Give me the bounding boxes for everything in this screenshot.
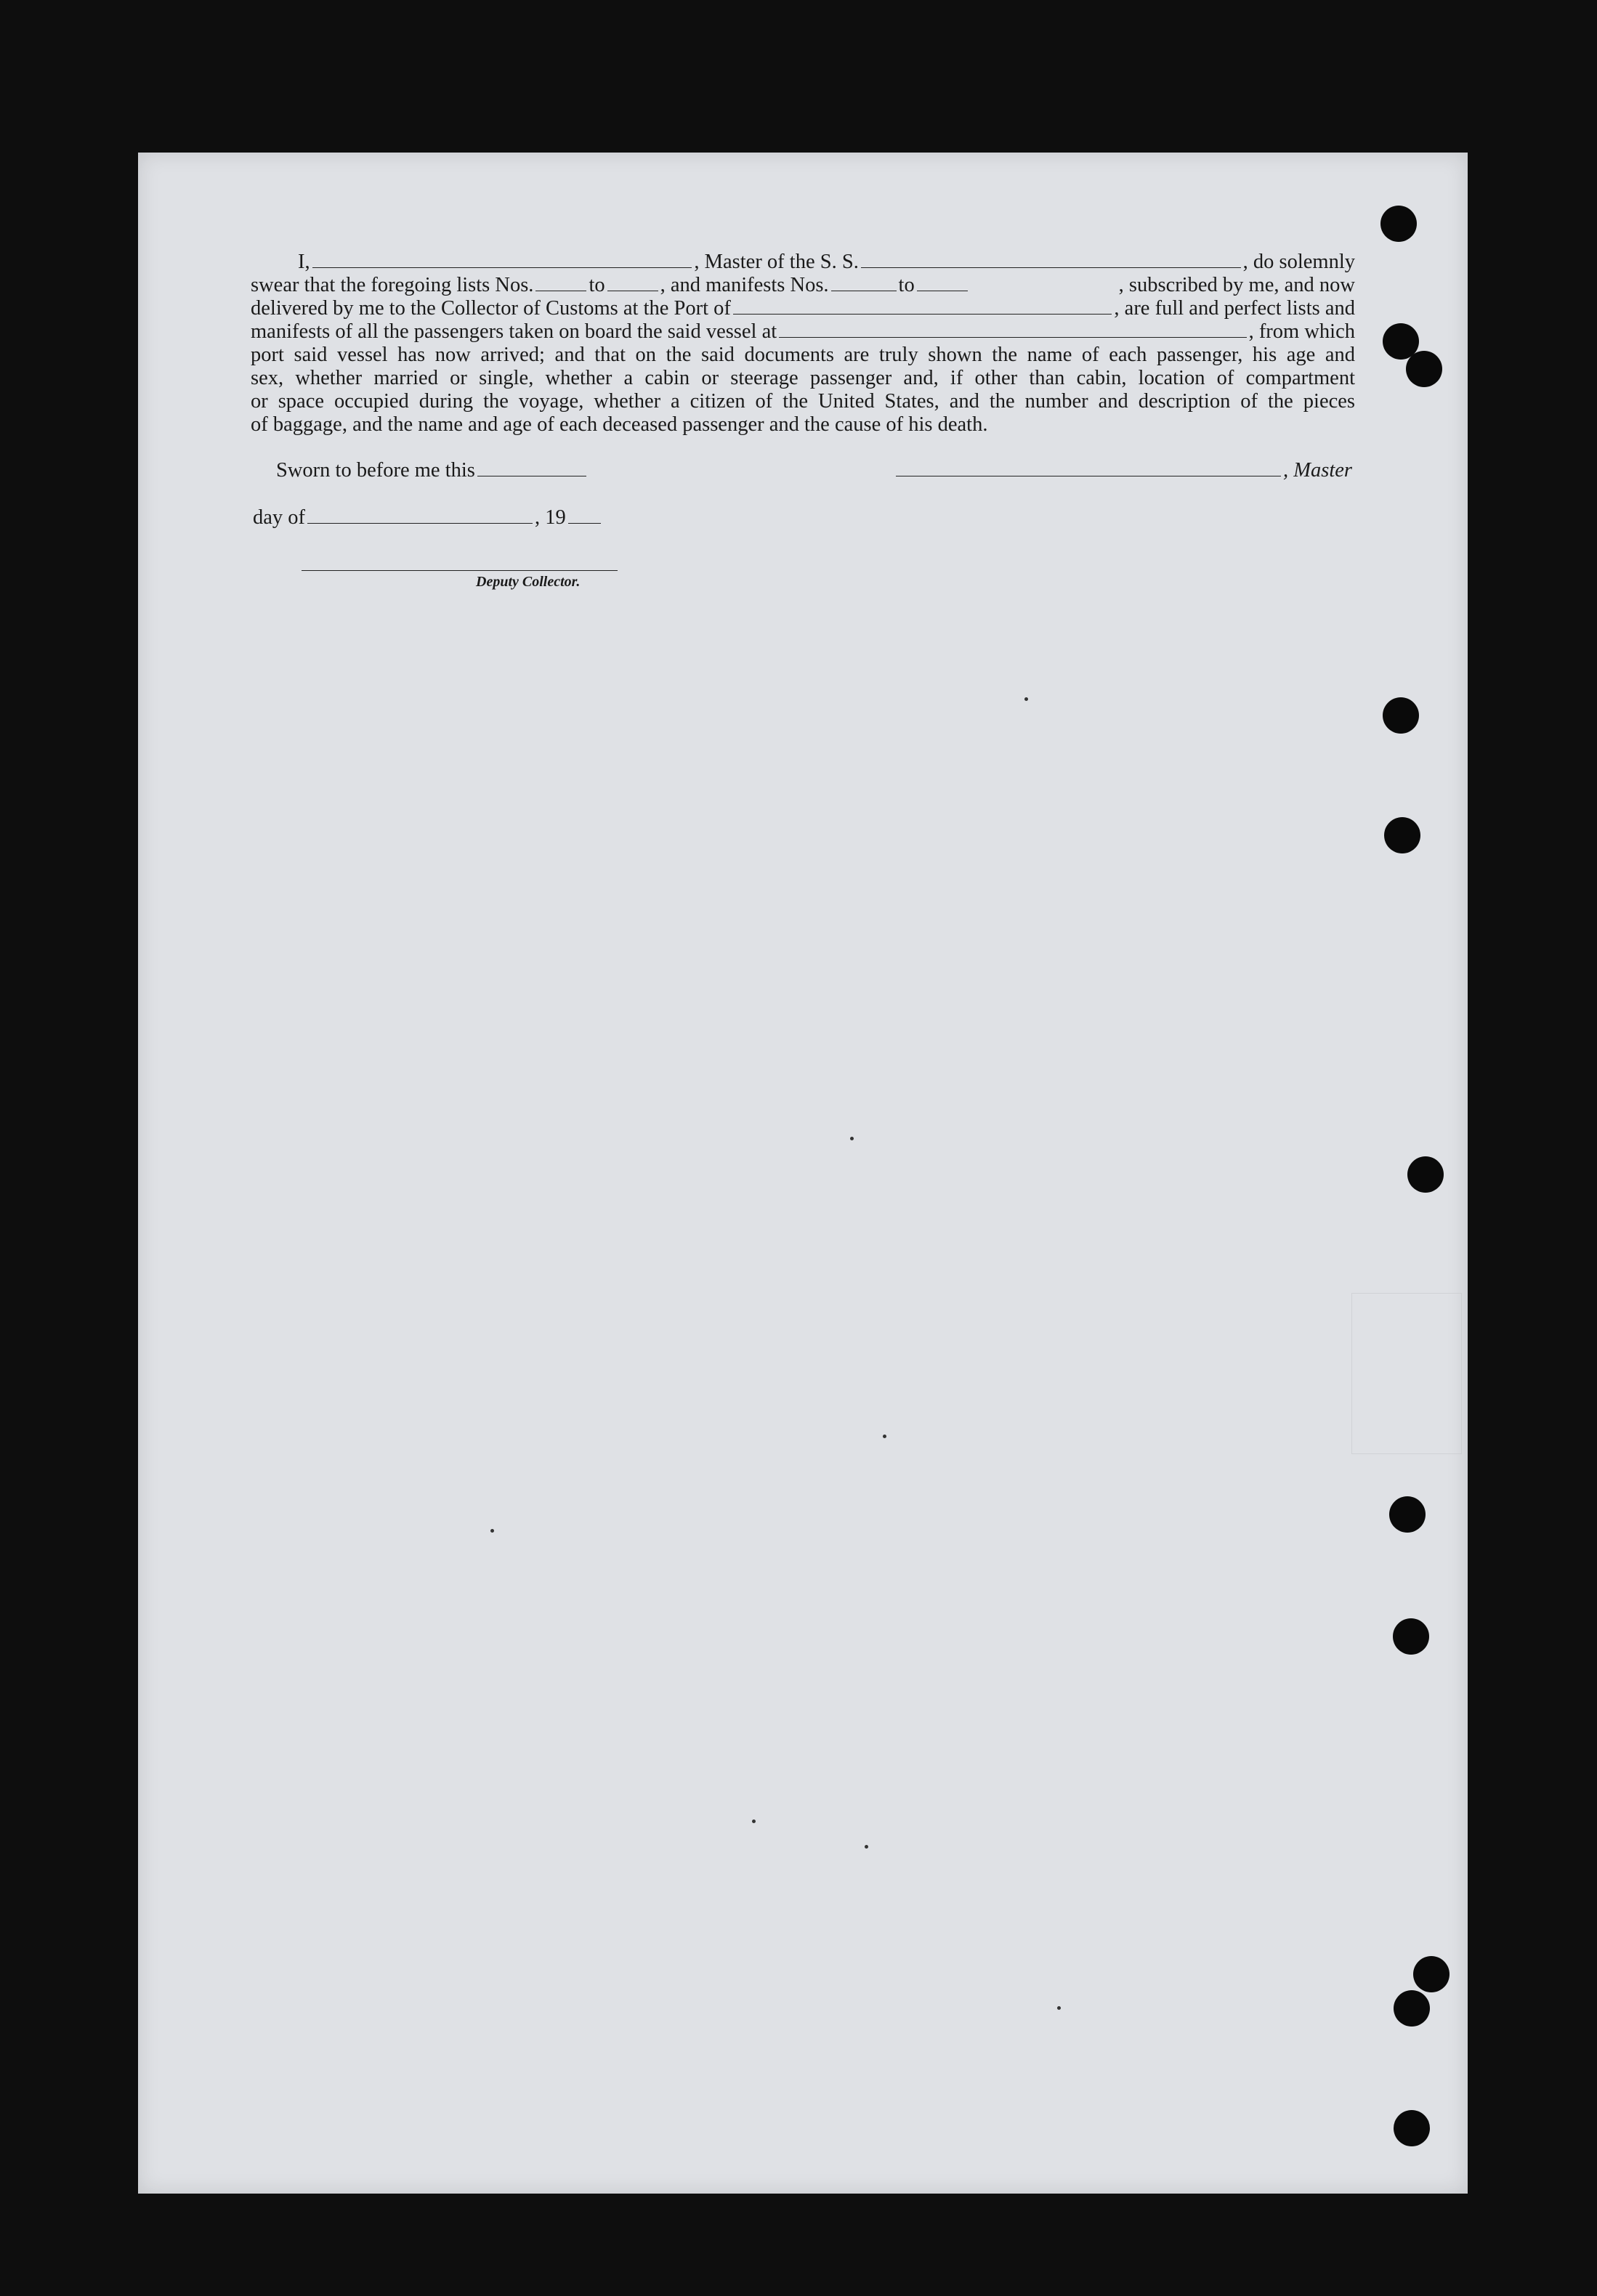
deputy-collector-label: Deputy Collector.: [476, 574, 581, 590]
punch-hole: [1407, 1156, 1444, 1193]
day-blank: [307, 522, 533, 524]
list-no-to-blank: [607, 290, 658, 291]
oath-paragraph: [251, 251, 1355, 437]
list-no-from-blank: [535, 290, 586, 291]
oath-text: manifests of all the passengers taken on board the said vessel at: [251, 320, 777, 343]
punch-hole: [1394, 2110, 1430, 2146]
oath-line-3: [251, 297, 1355, 320]
paper-speck: [865, 1845, 868, 1849]
oath-text: , are full and perfect lists and: [1114, 297, 1355, 320]
oath-text: , do solemnly: [1242, 251, 1355, 273]
oath-text: or space occupied during the voyage, whether a citizen of the United States, and the number and description of the pieces: [251, 390, 1355, 413]
sworn-row: [276, 459, 589, 482]
manifest-no-to-blank: [917, 290, 968, 291]
sworn-date-blank: [477, 475, 586, 476]
oath-text: to: [898, 274, 915, 296]
punch-hole: [1406, 351, 1442, 387]
oath-text: , from which: [1248, 320, 1355, 343]
paper-speck: [850, 1137, 854, 1140]
name-blank: [312, 267, 692, 268]
oath-text: delivered by me to the Collector of Customs at the Port of: [251, 297, 731, 320]
oath-text: of baggage, and the name and age of each deceased passenger and the cause of his death.: [251, 413, 988, 436]
paper-speck: [752, 1820, 756, 1823]
master-signature-row: [894, 459, 1352, 482]
punch-hole: [1413, 1956, 1450, 1992]
port-blank: [733, 313, 1112, 315]
day-row: [253, 506, 603, 530]
oath-text: , subscribed by me, and now: [1118, 274, 1355, 296]
oath-text: to: [589, 274, 605, 296]
punch-hole: [1393, 1618, 1429, 1655]
day-of-label: day of: [253, 506, 306, 529]
oath-text: I,: [298, 251, 310, 273]
year-label: , 19: [535, 506, 566, 529]
punch-hole: [1384, 817, 1420, 853]
oath-line-2: [251, 274, 1355, 297]
oath-text: sex, whether married or single, whether a cabin or steerage passenger and, if other than cabin, location of compartment: [251, 367, 1355, 389]
master-signature-line: [896, 475, 1281, 476]
oath-text: swear that the foregoing lists Nos.: [251, 274, 534, 296]
paper-speck: [490, 1529, 494, 1533]
punch-hole: [1394, 1990, 1430, 2027]
oath-line-4: [251, 320, 1355, 344]
faint-stamp: [1351, 1293, 1462, 1454]
master-label: , Master: [1283, 459, 1352, 482]
paper-speck: [1024, 697, 1028, 701]
year-blank: [568, 522, 601, 524]
punch-hole: [1383, 697, 1419, 734]
oath-text: port said vessel has now arrived; and that on the said documents are truly shown the name of each passenger, his age and: [251, 344, 1355, 366]
departure-port-blank: [779, 336, 1246, 338]
punch-hole: [1389, 1496, 1426, 1533]
oath-text: , and manifests Nos.: [660, 274, 829, 296]
ship-name-blank: [861, 267, 1241, 268]
deputy-signature-line: [302, 570, 618, 571]
oath-line-1: [251, 251, 1355, 274]
paper-speck: [1057, 2006, 1061, 2010]
paper-speck: [883, 1435, 886, 1438]
sworn-label: Sworn to before me this: [276, 459, 475, 482]
oath-text: , Master of the S. S.: [694, 251, 859, 273]
manifest-no-from-blank: [831, 290, 897, 291]
punch-hole: [1380, 206, 1417, 242]
